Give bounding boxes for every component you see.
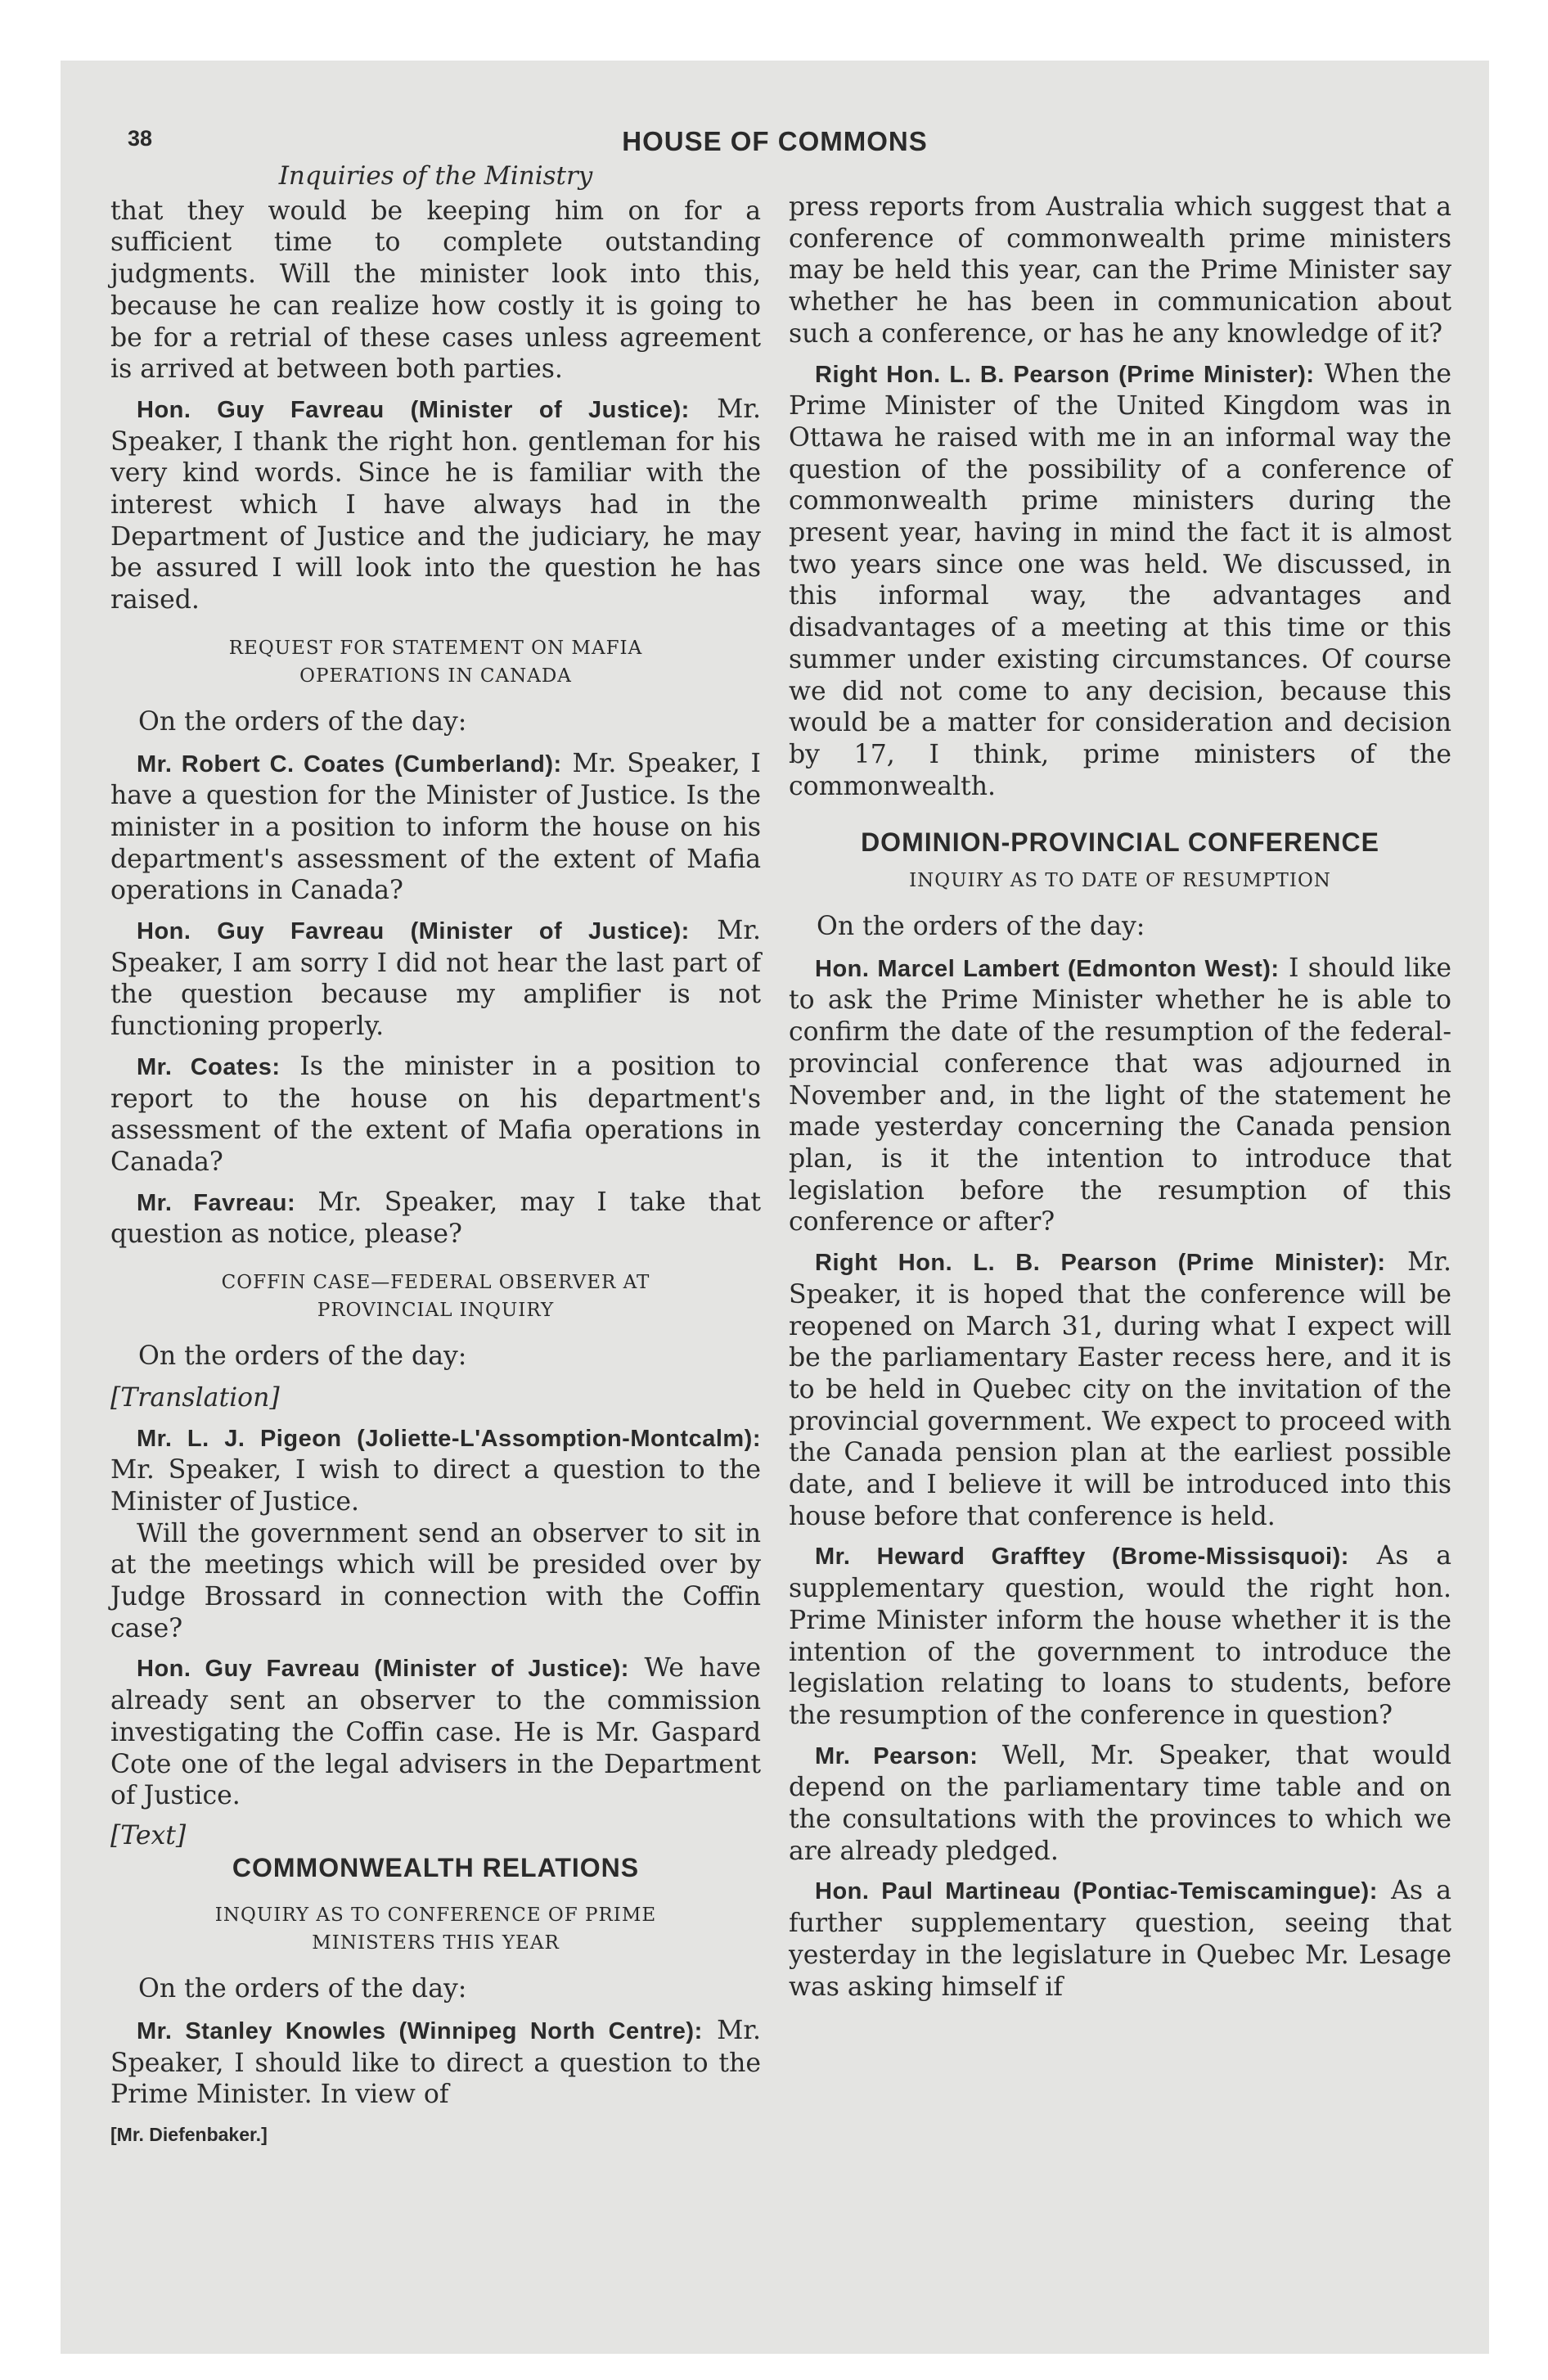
topic-heading-line: COFFIN CASE—FEDERAL OBSERVER AT bbox=[221, 1272, 650, 1294]
paragraph: press reports from Australia which suggest that a conference of commonwealth prime ministers may be held this year, can the Prime Minister say whether he has been in communication about such a conference, or has he any knowledge of it? bbox=[789, 192, 1451, 349]
speaker: Mr. L. J. Pigeon (Joliette-L'Assomption-Montcalm): bbox=[137, 1425, 761, 1452]
paragraph bbox=[789, 1246, 1451, 1532]
speaker: Hon. Marcel Lambert (Edmonton West): bbox=[815, 955, 1280, 982]
page-number: 38 bbox=[128, 126, 153, 151]
speech-text: Mr. Speaker, I am sorry I did not hear the last part of the question because my amplifier is not functioning properly. bbox=[110, 916, 761, 1042]
topic-heading-line: INQUIRY AS TO CONFERENCE OF PRIME bbox=[214, 1904, 657, 1927]
speech-text: As a supplementary question, would the right hon. Prime Minister inform the house whether it is the intention of the government to introduce the legislation relating to loans to students, before the resumption of the conference in question? bbox=[789, 1541, 1451, 1730]
paragraph bbox=[789, 358, 1451, 803]
speech-text: Mr. Speaker, I have a question for the Minister of Justice. Is the minister in a position to inform the house on his department's assessment of the extent of Mafia operations in Canada? bbox=[110, 748, 761, 906]
speech-text: Mr. Speaker, I wish to direct a question to the Minister of Justice. bbox=[110, 1455, 761, 1517]
speaker: Mr. Favreau: bbox=[137, 1189, 296, 1216]
topic-heading-line: PROVINCIAL INQUIRY bbox=[317, 1300, 555, 1322]
speech-text: We have already sent an observer to the commission investigating the Coffin case. He is Mr. Gaspard Cote one of the legal advisers in the Department of Justice. bbox=[110, 1653, 761, 1811]
left-column bbox=[110, 160, 761, 2151]
text-label: [Text] bbox=[110, 1820, 187, 1850]
paragraph bbox=[110, 1187, 761, 1251]
section-heading: DOMINION-PROVINCIAL CONFERENCE bbox=[861, 827, 1379, 858]
translation-label: [Translation] bbox=[110, 1382, 280, 1413]
speech-text: Mr. Speaker, it is hoped that the conference will be reopened on March 31, during what I expect will be the parliamentary Easter recess here, and it is to be held in Quebec city on the invitation of the provincial government. We expect to proceed with the Canada pension plan at the earliest possible date, and I believe it will be introduced into this house before that conference is held. bbox=[789, 1247, 1451, 1531]
topic-heading-line: INQUIRY AS TO DATE OF RESUMPTION bbox=[909, 870, 1331, 892]
hansard-page bbox=[61, 61, 1489, 2354]
paragraph bbox=[110, 1422, 761, 1518]
paragraph: that they would be keeping him on for a sufficient time to complete outstanding judgments. Will the minister look into this, because he can realize how costly it is going to be for a retrial of these cases unless agreement is arrived at between both parties. bbox=[110, 196, 761, 385]
speech-text: When the Prime Minister of the United Kingdom was in Ottawa he raised with me in an informal way the question of the possibility of a conference of commonwealth prime ministers during the present year, having in mind the fact it is almost two years since one was held. We discussed, in this informal way, the advantages and disadvantages of a meeting at this time or this summer under existing circumstances. Of course we did not come to any decision, because this would be a matter for consideration and decision by 17, I think, prime ministers of the commonwealth. bbox=[789, 358, 1451, 801]
speech-text: Mr. Speaker, I thank the right hon. gentleman for his very kind words. Since he is familiar with the interest which I have always had in the Department of Justice and the judiciary, he may be assured I will look into the question he has raised. bbox=[110, 394, 761, 615]
paragraph bbox=[789, 953, 1451, 1238]
paragraph bbox=[110, 1652, 761, 1812]
paragraph bbox=[110, 394, 761, 616]
section-subhead: Inquiries of the Ministry bbox=[278, 161, 593, 191]
speaker: Hon. Guy Favreau (Minister of Justice): bbox=[137, 918, 690, 945]
topic-heading bbox=[110, 634, 761, 690]
speech-text: I should like to ask the Prime Minister whether he is able to confirm the date of the resumption of the federal-provincial conference that was adjourned in November and, in the light of the statement he made yesterday concerning the Canada pension plan, is it the intention to introduce that legislation before the resumption of this conference or after? bbox=[789, 953, 1451, 1237]
topic-heading bbox=[789, 867, 1451, 895]
speaker: Right Hon. L. B. Pearson (Prime Minister): bbox=[815, 361, 1315, 388]
speaker: Right Hon. L. B. Pearson (Prime Minister): bbox=[815, 1250, 1386, 1277]
orders-of-day: On the orders of the day: bbox=[817, 912, 1145, 942]
speech-text: Mr. Speaker, may I take that question as notice, please? bbox=[110, 1187, 762, 1250]
running-head: HOUSE OF COMMONS bbox=[622, 126, 928, 156]
speech-text: Mr. Speaker, I should like to direct a question to the Prime Minister. In view of bbox=[110, 2016, 761, 2110]
paragraph bbox=[110, 2015, 761, 2111]
orders-of-day: On the orders of the day: bbox=[138, 1974, 467, 2004]
speech-text: Is the minister in a position to report to the house on his department's assessment of the extent of Mafia operations in Canada? bbox=[110, 1051, 761, 1177]
speaker: Mr. Coates: bbox=[137, 1053, 281, 1080]
speaker: Hon. Guy Favreau (Minister of Justice): bbox=[137, 1656, 629, 1683]
paragraph bbox=[789, 1875, 1451, 2003]
speaker: Mr. Stanley Knowles (Winnipeg North Centre): bbox=[137, 2018, 703, 2045]
paragraph bbox=[789, 1540, 1451, 1731]
speaker: Hon. Paul Martineau (Pontiac-Temiscamingue): bbox=[815, 1878, 1378, 1905]
paragraph bbox=[110, 748, 761, 908]
paragraph bbox=[789, 1740, 1451, 1868]
paragraph bbox=[110, 1051, 761, 1179]
right-column bbox=[789, 192, 1451, 2011]
paragraph: Will the government send an observer to sit in at the meetings which will be presided over by Judge Brossard in connection with the Coffin case? bbox=[110, 1518, 761, 1643]
speaker: Mr. Robert C. Coates (Cumberland): bbox=[137, 751, 562, 778]
section-heading: COMMONWEALTH RELATIONS bbox=[232, 1852, 640, 1882]
page-footer: [Mr. Diefenbaker.] bbox=[110, 2124, 268, 2146]
speaker: Mr. Heward Grafftey (Brome-Missisquoi): bbox=[815, 1544, 1349, 1571]
topic-heading-line: OPERATIONS IN CANADA bbox=[299, 665, 572, 687]
paragraph bbox=[110, 915, 761, 1043]
orders-of-day: On the orders of the day: bbox=[138, 706, 467, 737]
speech-text: Well, Mr. Speaker, that would depend on the parliamentary time table and on the consultations with the provinces to which we are already pledged. bbox=[789, 1740, 1451, 1866]
speaker: Mr. Pearson: bbox=[815, 1742, 979, 1769]
speaker: Hon. Guy Favreau (Minister of Justice): bbox=[137, 396, 690, 423]
topic-heading-line: REQUEST FOR STATEMENT ON MAFIA bbox=[228, 637, 643, 659]
topic-heading bbox=[110, 1901, 761, 1957]
topic-heading bbox=[110, 1269, 761, 1324]
topic-heading-line: MINISTERS THIS YEAR bbox=[312, 1932, 560, 1954]
orders-of-day: On the orders of the day: bbox=[138, 1341, 467, 1372]
speech-text: As a further supplementary question, seeing that yesterday in the legislature in Quebec Mr. Lesage was asking himself if bbox=[789, 1876, 1452, 2002]
